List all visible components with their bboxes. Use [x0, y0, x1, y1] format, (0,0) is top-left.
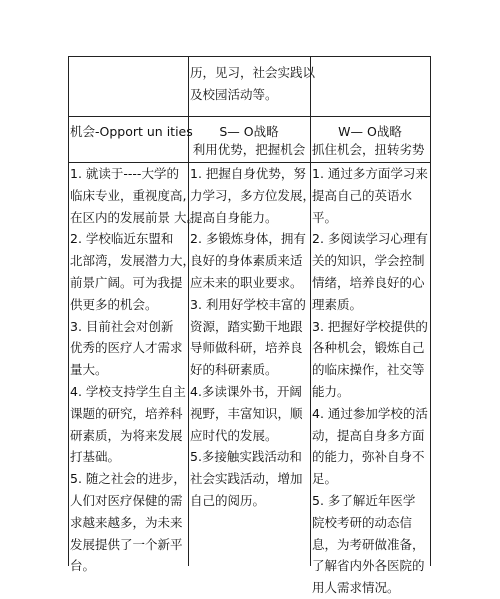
text-line: 提高自身能力。: [190, 209, 278, 225]
text-line: 人们对医疗保健的需: [70, 492, 183, 508]
top-row-text: [190, 62, 315, 106]
text-line: 情绪，培养良好的心: [312, 274, 425, 290]
text-line: 视野，丰富知识，顺: [190, 405, 303, 421]
text-line: 3. 目前社会对创新: [70, 318, 174, 334]
text-line: 院校考研的动态信: [312, 514, 413, 530]
wo-strategy-column: [312, 163, 428, 599]
text-line: 临床专业，重视度高,: [70, 187, 187, 203]
text-line: 社会实践活动，增加: [190, 471, 303, 487]
text-line: 1. 通过多方面学习来: [312, 166, 428, 181]
table-row-divider-1: [68, 116, 430, 117]
wo-strategy-title: W— O战略: [338, 124, 402, 139]
text-line: 3. 利用好学校丰富的: [190, 296, 306, 312]
text-line: 好的科研素质。: [190, 362, 278, 378]
text-line: 台。: [70, 558, 96, 574]
text-line: 在区内的发展前景 大。: [70, 209, 199, 225]
text-line: 研素质，为将来发展: [70, 427, 183, 443]
text-line: 良好的身体素质来适: [190, 253, 303, 269]
text-line: 及校园活动等。: [190, 86, 278, 102]
text-line: 5.多接触实践活动和: [190, 449, 302, 465]
wo-strategy-header: [310, 123, 430, 159]
so-strategy-header: [188, 123, 310, 159]
text-line: 求越来越多，为未来: [70, 514, 183, 530]
text-line: 4. 学校支持学生自主: [70, 383, 186, 399]
table-border-top: [68, 56, 430, 57]
text-line: 足。: [312, 471, 338, 487]
text-line: 息，为考研做准备，: [312, 536, 425, 552]
text-line: 理素质。: [312, 296, 363, 312]
text-line: 平。: [312, 209, 338, 225]
text-line: 5. 多了解近年医学: [312, 492, 416, 508]
text-line: 2. 学校临近东盟和: [70, 231, 174, 247]
text-line: 4. 通过参加学校的活: [312, 405, 428, 421]
text-line: 各种机会，锻炼自己: [312, 340, 425, 356]
text-line: 导师做科研，培养良: [190, 340, 303, 356]
wo-strategy-subtitle: 抓住机会，扭转劣势: [312, 142, 425, 157]
opportunities-header: 机会-Opport un ities: [70, 124, 193, 139]
text-line: 历，见习，社会实践以: [190, 65, 316, 80]
text-line: 3. 把握好学校提供的: [312, 318, 428, 334]
table-border-right: [430, 56, 431, 566]
text-line: 资源，踏实勤干地跟: [190, 318, 303, 334]
text-line: 1. 把握自身优势，努: [190, 166, 306, 181]
text-line: 前景广阔。可为我提: [70, 274, 183, 290]
text-line: 发展提供了一个新平: [70, 536, 183, 552]
text-line: 应未来的职业要求。: [190, 274, 303, 290]
text-line: 的能力，弥补自身不: [312, 449, 425, 465]
text-line: 提高自己的英语水: [312, 187, 413, 203]
text-line: 自己的阅历。: [190, 492, 266, 508]
text-line: 供更多的机会。: [70, 296, 158, 312]
text-line: 量大。: [70, 362, 108, 378]
text-line: 优秀的医疗人才需求: [70, 340, 183, 356]
text-line: 用人需求情况。: [312, 580, 400, 596]
text-line: 4.多读课外书，开阔: [190, 383, 302, 399]
opportunities-column: [70, 163, 199, 577]
text-line: 关的知识，学会控制: [312, 253, 425, 269]
text-line: 动，提高自身多方面: [312, 427, 425, 443]
text-line: 打基础。: [70, 449, 121, 465]
so-strategy-subtitle: 利用优势，把握机会: [192, 142, 306, 157]
text-line: 5. 随之社会的进步，: [70, 471, 186, 487]
text-line: 北部湾，发展潜力大，: [70, 253, 196, 269]
text-line: 能力。: [312, 383, 350, 399]
text-line: 力学习，多方位发展，: [190, 187, 316, 203]
so-strategy-title: S— O战略: [219, 124, 279, 139]
text-line: 应时代的发展。: [190, 427, 278, 443]
text-line: 了解省内外各医院的: [312, 558, 425, 574]
table-border-left: [68, 56, 69, 566]
text-line: 课题的研究，培养科: [70, 405, 183, 421]
so-strategy-column: [190, 163, 315, 512]
text-line: 2. 多锻炼身体，拥有: [190, 231, 306, 247]
text-line: 的临床操作，社交等: [312, 362, 425, 378]
text-line: 2. 多阅读学习心理有: [312, 231, 428, 247]
text-line: 1. 就读于----大学的: [70, 166, 179, 181]
